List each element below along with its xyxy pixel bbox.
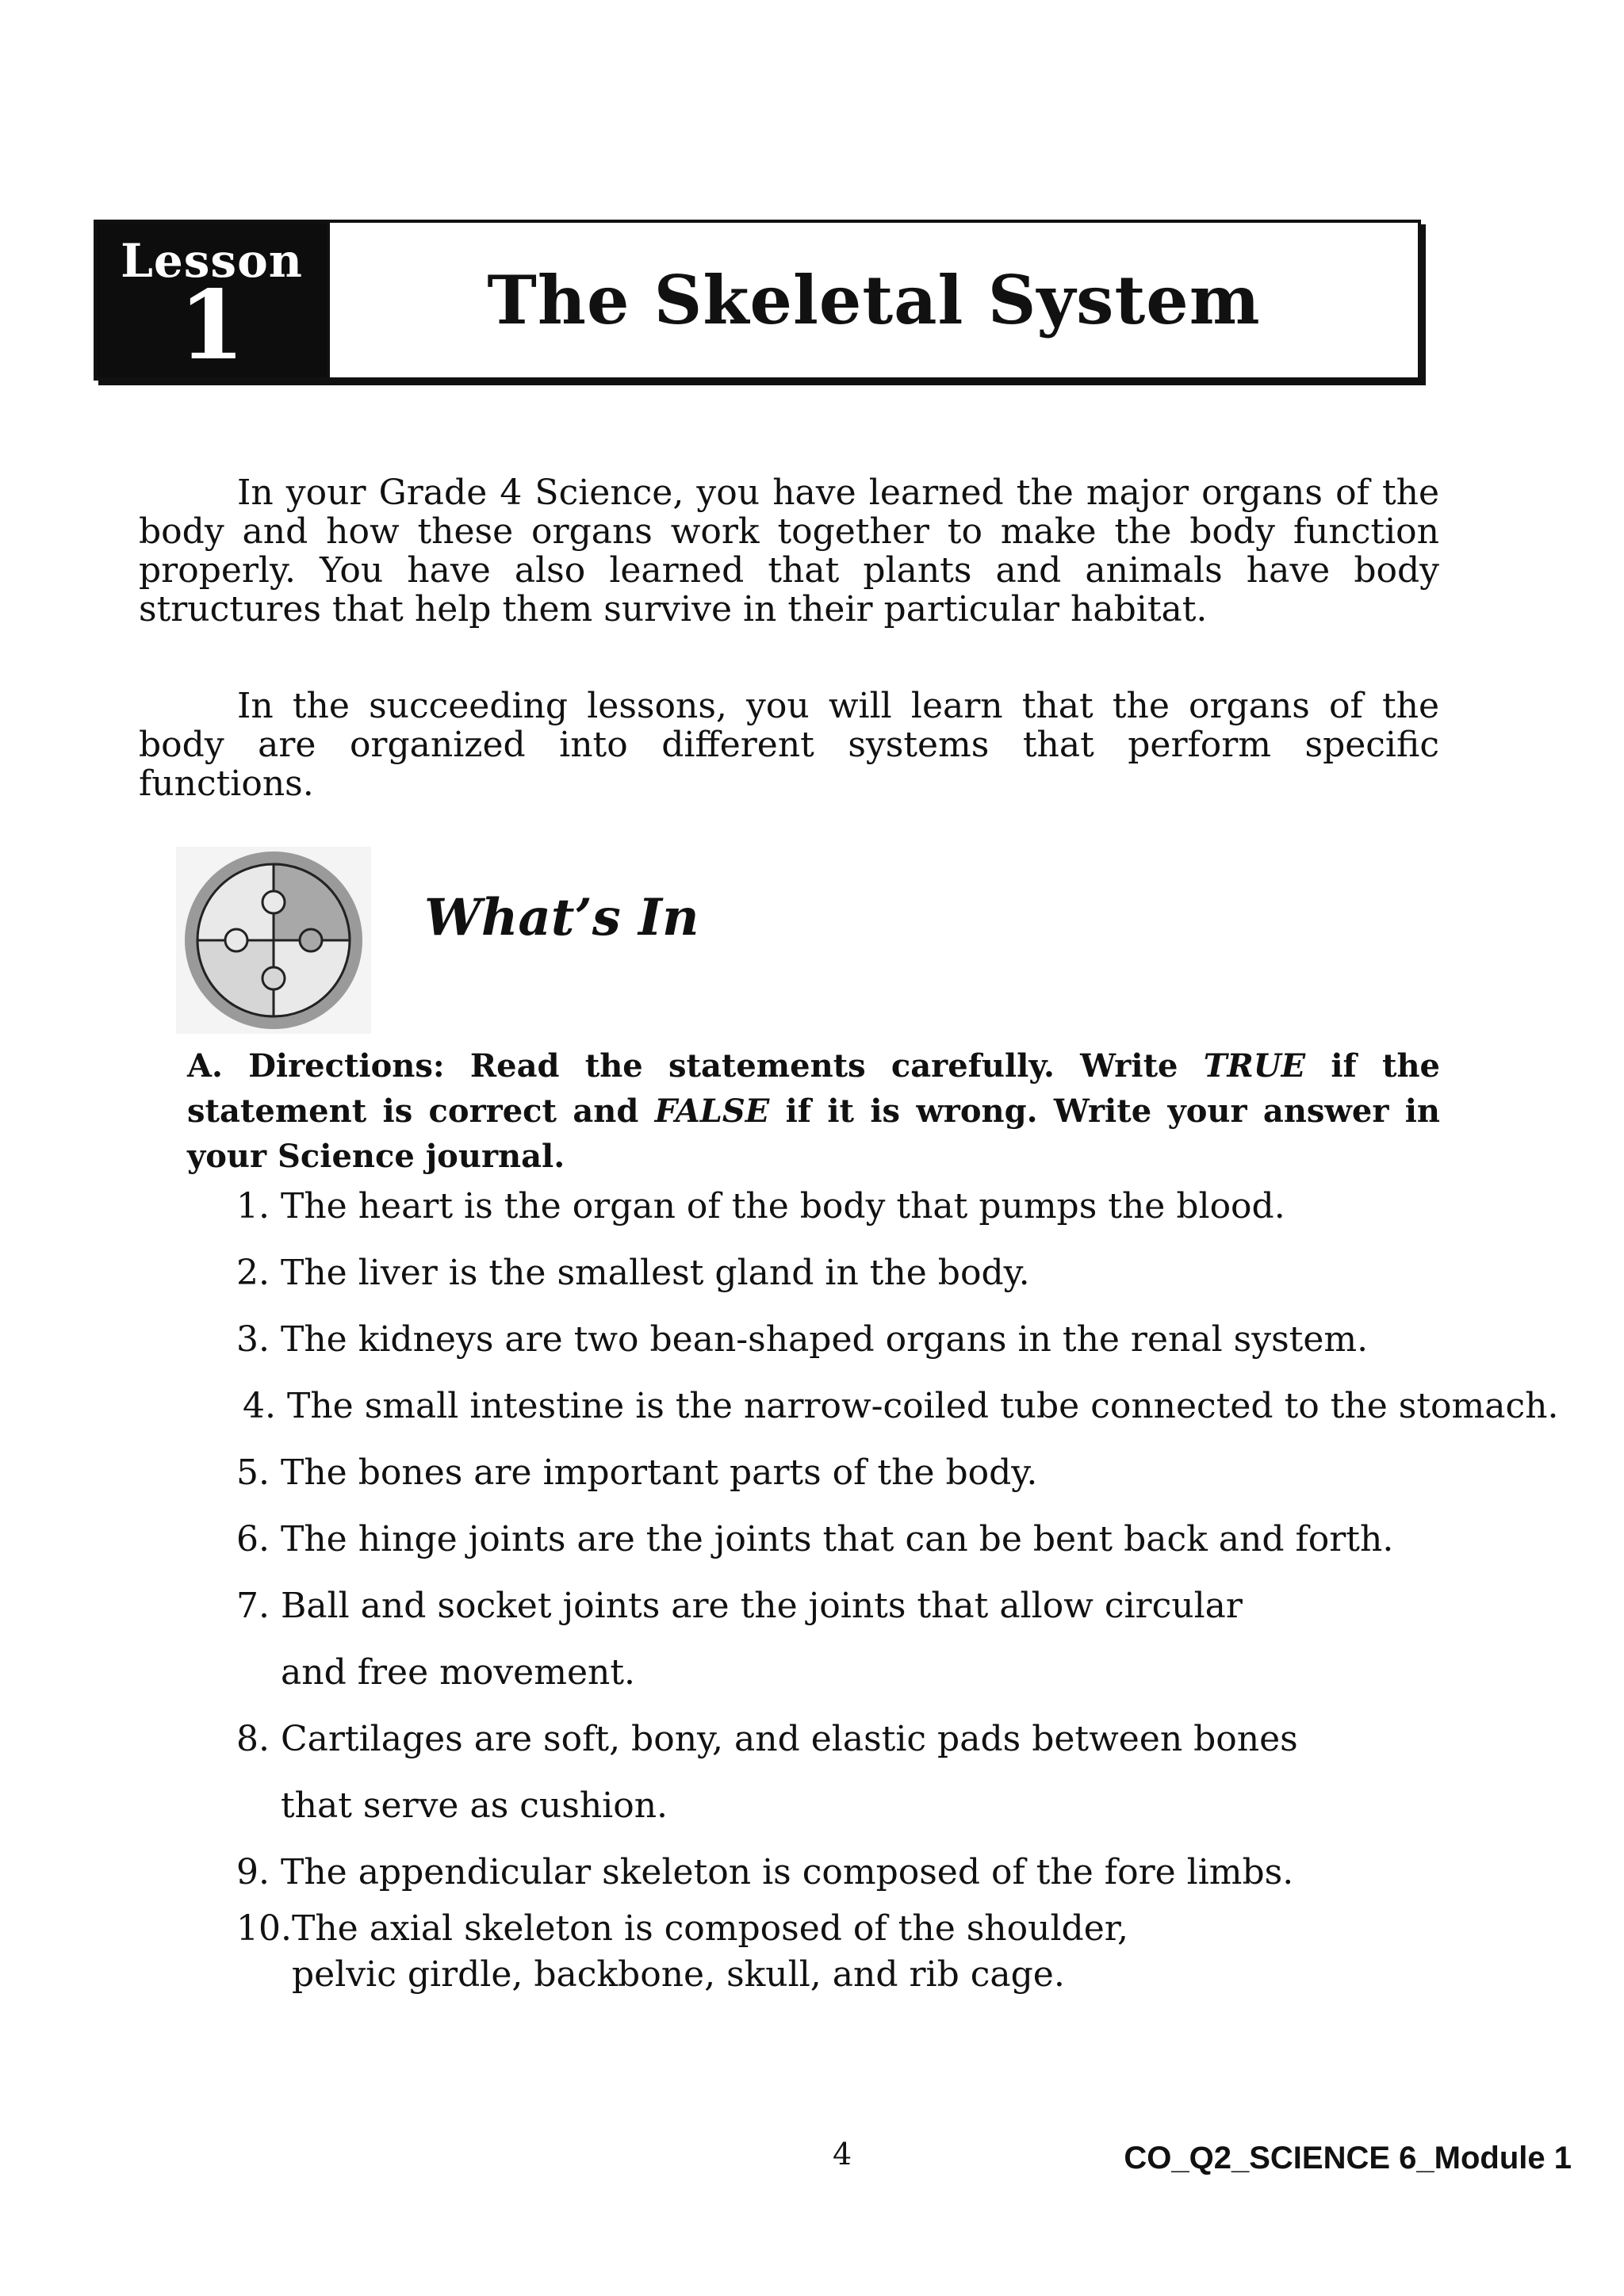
- item-text: The heart is the organ of the body that pumps the blood.: [280, 1186, 1285, 1226]
- item-text: Ball and socket joints are the joints that allow circular: [280, 1586, 1243, 1626]
- list-item: [236, 1706, 1616, 1839]
- true-word: TRUE: [1203, 1047, 1306, 1085]
- statement-list: [236, 1173, 1616, 1998]
- lesson-number-box: [97, 223, 327, 381]
- item-number: 4.: [243, 1386, 276, 1426]
- item-text-continued: that serve as cushion.: [281, 1785, 668, 1826]
- item-text: The hinge joints are the joints that can be bent back and forth.: [280, 1519, 1394, 1559]
- false-word: FALSE: [654, 1093, 770, 1130]
- item-number: 2.: [236, 1253, 270, 1293]
- item-text: The appendicular skeleton is composed of the fore limbs.: [280, 1852, 1294, 1892]
- lesson-header: [94, 220, 1421, 381]
- item-text: The kidneys are two bean-shaped organs in the renal system.: [280, 1319, 1369, 1360]
- list-item: [236, 1906, 1616, 1998]
- list-item: [236, 1440, 1616, 1506]
- item-number: 8.: [236, 1719, 270, 1759]
- item-number: 1.: [236, 1186, 270, 1226]
- directions-text-3: if it is wrong. Write your answer in your Science journal.: [187, 1093, 1441, 1175]
- lesson-title-box: [327, 223, 1418, 377]
- list-item: [236, 1839, 1616, 1906]
- lesson-number: 1: [178, 270, 245, 381]
- item-number: 7.: [236, 1586, 270, 1626]
- directions-text-1: A. Directions: Read the statements carefully. Write: [187, 1047, 1204, 1085]
- section-title: What’s In: [424, 888, 699, 947]
- intro-paragraph-2: In the succeeding lessons, you will learn that the organs of the body are organized into different systems that perform specific functions.: [139, 686, 1439, 804]
- lesson-title: The Skeletal System: [487, 261, 1261, 339]
- directions-text-2: if the statement is correct and: [187, 1047, 1441, 1130]
- item-number: 6.: [236, 1519, 270, 1559]
- list-item: [236, 1307, 1616, 1373]
- item-text: The small intestine is the narrow-coiled tube connected to the stomach.: [286, 1386, 1559, 1426]
- list-item: [236, 1506, 1616, 1573]
- item-number: 9.: [236, 1852, 270, 1892]
- lesson-label: Lesson: [121, 234, 303, 288]
- item-text: The liver is the smallest gland in the body.: [280, 1253, 1030, 1293]
- item-text-continued: pelvic girdle, backbone, skull, and rib cage.: [292, 1954, 1065, 1995]
- item-number: 5.: [236, 1452, 270, 1493]
- list-item: [243, 1373, 1616, 1440]
- directions: [187, 1043, 1440, 1179]
- item-number: 3.: [236, 1319, 270, 1360]
- module-code: CO_Q2_SCIENCE 6_Module 1: [1124, 2141, 1572, 2175]
- list-item: [236, 1173, 1616, 1240]
- item-text: The bones are important parts of the body.: [280, 1452, 1038, 1493]
- list-item: [236, 1240, 1616, 1307]
- item-text: The axial skeleton is composed of the shoulder,: [291, 1908, 1128, 1949]
- item-number: 10.: [236, 1908, 292, 1949]
- intro-paragraph-1: In your Grade 4 Science, you have learned the major organs of the body and how these organs work together to make the body function properly. You have also learned that plants and animals have body structures that help them survive in their particular habitat.: [139, 473, 1439, 629]
- list-item: [236, 1573, 1616, 1706]
- item-text: Cartilages are soft, bony, and elastic pads between bones: [280, 1719, 1298, 1759]
- item-text-continued: and free movement.: [281, 1652, 635, 1693]
- page-number: 4: [833, 2137, 852, 2172]
- puzzle-icon: [176, 847, 371, 1034]
- item-first-line: [236, 1906, 1616, 1952]
